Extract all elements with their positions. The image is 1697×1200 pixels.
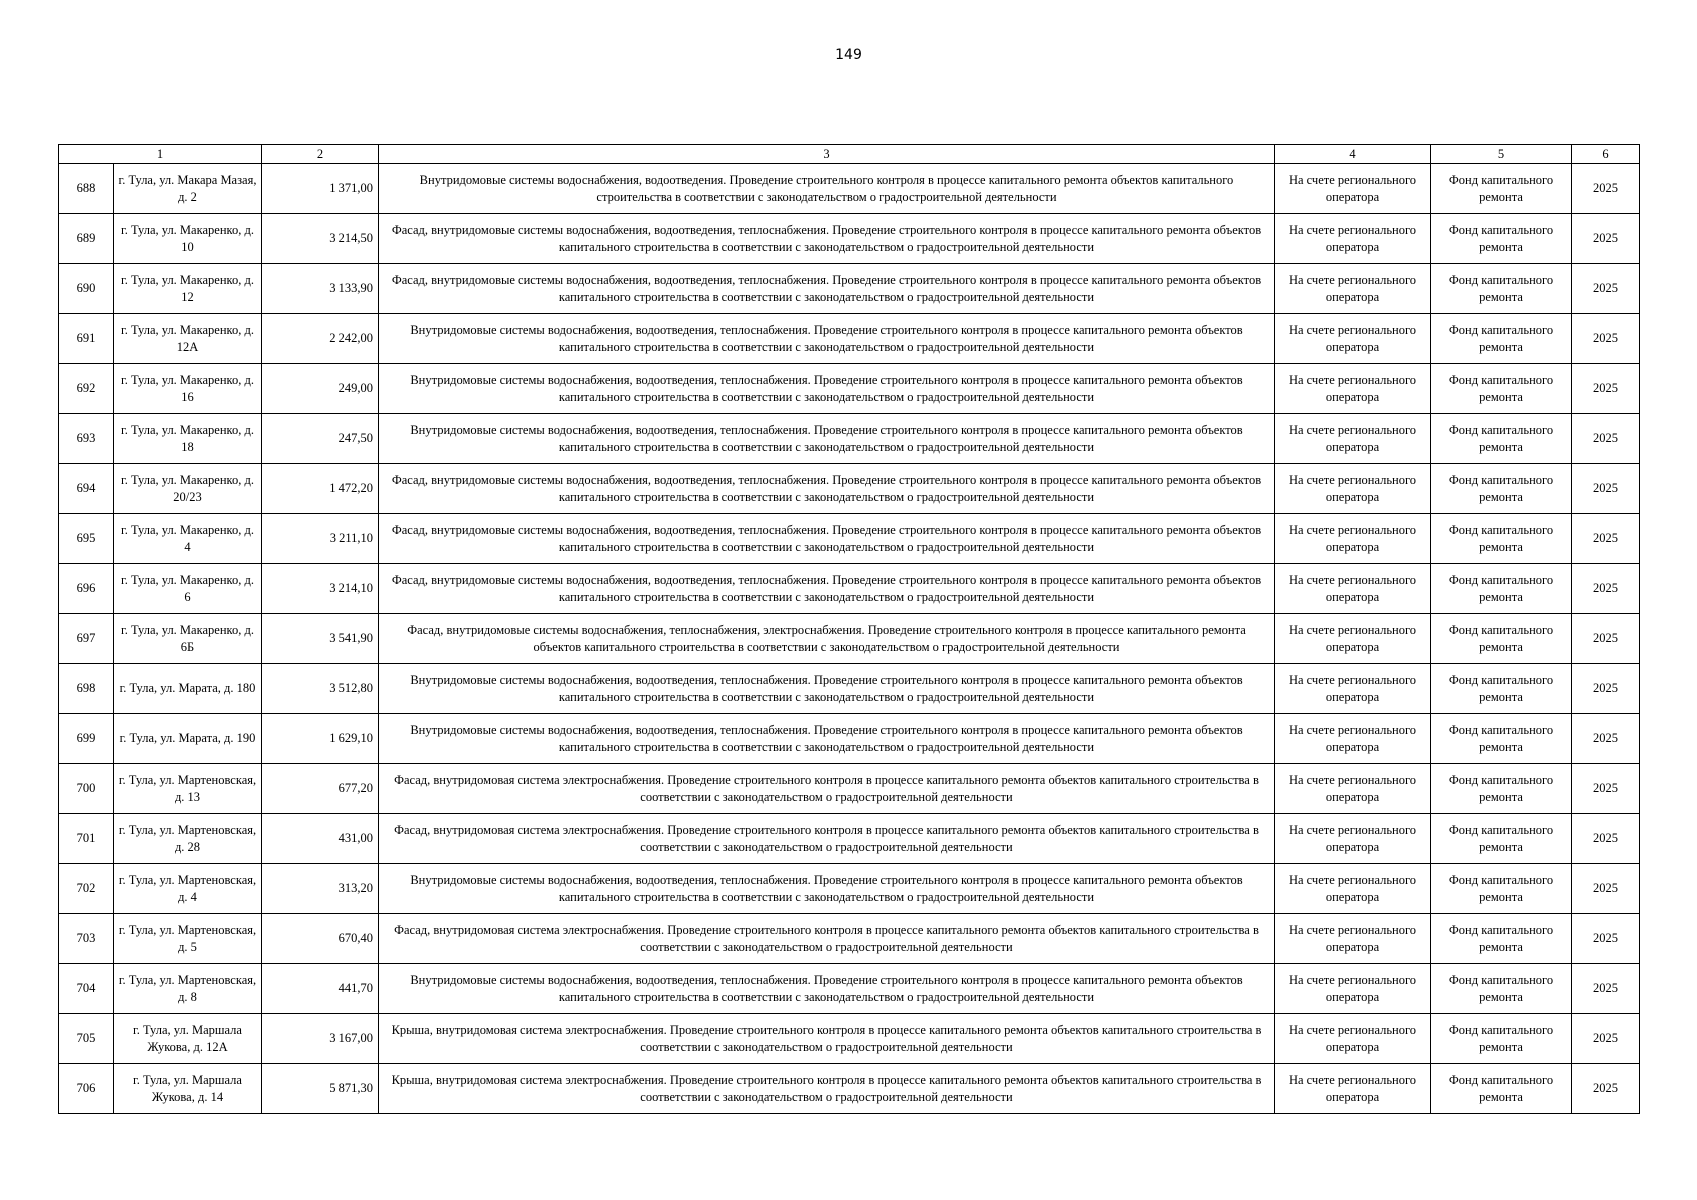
row-number: 705: [59, 1014, 114, 1064]
column-header-2: 2: [262, 145, 379, 164]
table-row: [59, 414, 1640, 464]
row-year: 2025: [1572, 1064, 1640, 1114]
row-address: г. Тула, ул. Макаренко, д. 12: [114, 264, 262, 314]
row-description: Крыша, внутридомовая система электроснабжения. Проведение строительного контроля в процессе капитального ремонта объектов капитального строительства в соответствии с законодательством о градостроительной деятельности: [379, 1064, 1275, 1114]
row-funding-source: На счете регионального оператора: [1275, 964, 1431, 1014]
column-header-6: 6: [1572, 145, 1640, 164]
row-address: г. Тула, ул. Мартеновская, д. 4: [114, 864, 262, 914]
row-fund: Фонд капитального ремонта: [1431, 364, 1572, 414]
row-cost: 3 214,50: [262, 214, 379, 264]
row-fund: Фонд капитального ремонта: [1431, 614, 1572, 664]
row-number: 688: [59, 164, 114, 214]
row-funding-source: На счете регионального оператора: [1275, 314, 1431, 364]
row-number: 694: [59, 464, 114, 514]
row-number: 703: [59, 914, 114, 964]
table-row: [59, 514, 1640, 564]
table-row: [59, 564, 1640, 614]
row-address: г. Тула, ул. Макаренко, д. 4: [114, 514, 262, 564]
row-funding-source: На счете регионального оператора: [1275, 614, 1431, 664]
row-funding-source: На счете регионального оператора: [1275, 464, 1431, 514]
row-cost: 3 512,80: [262, 664, 379, 714]
table-row: [59, 1014, 1640, 1064]
row-description: Фасад, внутридомовые системы водоснабжения, водоотведения, теплоснабжения. Проведение строительного контроля в процессе капитального ремонта объектов капитального строительства в соответствии с законодательством о градостроительной деятельности: [379, 464, 1275, 514]
row-funding-source: На счете регионального оператора: [1275, 264, 1431, 314]
row-number: 700: [59, 764, 114, 814]
row-cost: 1 371,00: [262, 164, 379, 214]
table-row: [59, 814, 1640, 864]
row-cost: 247,50: [262, 414, 379, 464]
row-cost: 3 133,90: [262, 264, 379, 314]
table-row: [59, 314, 1640, 364]
row-fund: Фонд капитального ремонта: [1431, 564, 1572, 614]
column-header-3: 3: [379, 145, 1275, 164]
row-cost: 3 214,10: [262, 564, 379, 614]
row-funding-source: На счете регионального оператора: [1275, 714, 1431, 764]
row-number: 695: [59, 514, 114, 564]
row-description: Внутридомовые системы водоснабжения, водоотведения, теплоснабжения. Проведение строительного контроля в процессе капитального ремонта объектов капитального строительства в соответствии с законодательством о градостроительной деятельности: [379, 714, 1275, 764]
row-fund: Фонд капитального ремонта: [1431, 964, 1572, 1014]
table-row: [59, 764, 1640, 814]
row-number: 704: [59, 964, 114, 1014]
table-row: [59, 714, 1640, 764]
table-row: [59, 364, 1640, 414]
table-row: [59, 464, 1640, 514]
row-address: г. Тула, ул. Макаренко, д. 10: [114, 214, 262, 264]
row-description: Фасад, внутридомовые системы водоснабжения, водоотведения, теплоснабжения. Проведение строительного контроля в процессе капитального ремонта объектов капитального строительства в соответствии с законодательством о градостроительной деятельности: [379, 514, 1275, 564]
column-header-4: 4: [1275, 145, 1431, 164]
row-cost: 3 211,10: [262, 514, 379, 564]
row-funding-source: На счете регионального оператора: [1275, 814, 1431, 864]
row-cost: 249,00: [262, 364, 379, 414]
row-fund: Фонд капитального ремонта: [1431, 864, 1572, 914]
row-year: 2025: [1572, 814, 1640, 864]
row-number: 696: [59, 564, 114, 614]
row-fund: Фонд капитального ремонта: [1431, 664, 1572, 714]
row-year: 2025: [1572, 1014, 1640, 1064]
row-description: Фасад, внутридомовые системы водоснабжения, теплоснабжения, электроснабжения. Проведение строительного контроля в процессе капитального ремонта объектов капитального строительства в соответствии с законодательством о градостроительной деятельности: [379, 614, 1275, 664]
row-description: Внутридомовые системы водоснабжения, водоотведения. Проведение строительного контроля в процессе капитального ремонта объектов капитального строительства в соответствии с законодательством о градостроительной деятельности: [379, 164, 1275, 214]
row-number: 689: [59, 214, 114, 264]
table-row: [59, 214, 1640, 264]
row-year: 2025: [1572, 214, 1640, 264]
row-funding-source: На счете регионального оператора: [1275, 514, 1431, 564]
row-number: 702: [59, 864, 114, 914]
row-year: 2025: [1572, 614, 1640, 664]
row-address: г. Тула, ул. Мартеновская, д. 28: [114, 814, 262, 864]
table-row: [59, 964, 1640, 1014]
row-funding-source: На счете регионального оператора: [1275, 1014, 1431, 1064]
row-description: Внутридомовые системы водоснабжения, водоотведения, теплоснабжения. Проведение строительного контроля в процессе капитального ремонта объектов капитального строительства в соответствии с законодательством о градостроительной деятельности: [379, 414, 1275, 464]
row-address: г. Тула, ул. Макаренко, д. 6Б: [114, 614, 262, 664]
row-address: г. Тула, ул. Макаренко, д. 12А: [114, 314, 262, 364]
row-description: Внутридомовые системы водоснабжения, водоотведения, теплоснабжения. Проведение строительного контроля в процессе капитального ремонта объектов капитального строительства в соответствии с законодательством о градостроительной деятельности: [379, 664, 1275, 714]
row-address: г. Тула, ул. Маршала Жукова, д. 14: [114, 1064, 262, 1114]
row-year: 2025: [1572, 364, 1640, 414]
table-row: [59, 614, 1640, 664]
row-number: 691: [59, 314, 114, 364]
table-row: [59, 914, 1640, 964]
table-row: [59, 864, 1640, 914]
page-number: 149: [835, 47, 862, 63]
row-funding-source: На счете регионального оператора: [1275, 1064, 1431, 1114]
table-row: [59, 664, 1640, 714]
row-cost: 670,40: [262, 914, 379, 964]
row-funding-source: На счете регионального оператора: [1275, 414, 1431, 464]
row-year: 2025: [1572, 664, 1640, 714]
row-funding-source: На счете регионального оператора: [1275, 164, 1431, 214]
row-address: г. Тула, ул. Макаренко, д. 16: [114, 364, 262, 414]
row-description: Внутридомовые системы водоснабжения, водоотведения, теплоснабжения. Проведение строительного контроля в процессе капитального ремонта объектов капитального строительства в соответствии с законодательством о градостроительной деятельности: [379, 364, 1275, 414]
row-description: Фасад, внутридомовая система электроснабжения. Проведение строительного контроля в процессе капитального ремонта объектов капитального строительства в соответствии с законодательством о градостроительной деятельности: [379, 914, 1275, 964]
row-funding-source: На счете регионального оператора: [1275, 914, 1431, 964]
row-fund: Фонд капитального ремонта: [1431, 714, 1572, 764]
row-fund: Фонд капитального ремонта: [1431, 264, 1572, 314]
row-year: 2025: [1572, 264, 1640, 314]
row-number: 697: [59, 614, 114, 664]
row-cost: 1 629,10: [262, 714, 379, 764]
row-year: 2025: [1572, 764, 1640, 814]
row-description: Внутридомовые системы водоснабжения, водоотведения, теплоснабжения. Проведение строительного контроля в процессе капитального ремонта объектов капитального строительства в соответствии с законодательством о градостроительной деятельности: [379, 314, 1275, 364]
row-number: 692: [59, 364, 114, 414]
row-address: г. Тула, ул. Маршала Жукова, д. 12А: [114, 1014, 262, 1064]
row-funding-source: На счете регионального оператора: [1275, 214, 1431, 264]
row-cost: 3 167,00: [262, 1014, 379, 1064]
row-fund: Фонд капитального ремонта: [1431, 764, 1572, 814]
row-year: 2025: [1572, 914, 1640, 964]
row-fund: Фонд капитального ремонта: [1431, 514, 1572, 564]
row-address: г. Тула, ул. Мартеновская, д. 8: [114, 964, 262, 1014]
row-fund: Фонд капитального ремонта: [1431, 1014, 1572, 1064]
row-fund: Фонд капитального ремонта: [1431, 1064, 1572, 1114]
row-year: 2025: [1572, 314, 1640, 364]
row-cost: 431,00: [262, 814, 379, 864]
row-cost: 441,70: [262, 964, 379, 1014]
row-description: Фасад, внутридомовые системы водоснабжения, водоотведения, теплоснабжения. Проведение строительного контроля в процессе капитального ремонта объектов капитального строительства в соответствии с законодательством о градостроительной деятельности: [379, 264, 1275, 314]
row-number: 690: [59, 264, 114, 314]
row-description: Фасад, внутридомовая система электроснабжения. Проведение строительного контроля в процессе капитального ремонта объектов капитального строительства в соответствии с законодательством о градостроительной деятельности: [379, 764, 1275, 814]
row-address: г. Тула, ул. Макаренко, д. 18: [114, 414, 262, 464]
row-cost: 3 541,90: [262, 614, 379, 664]
column-header-5: 5: [1431, 145, 1572, 164]
row-description: Фасад, внутридомовые системы водоснабжения, водоотведения, теплоснабжения. Проведение строительного контроля в процессе капитального ремонта объектов капитального строительства в соответствии с законодательством о градостроительной деятельности: [379, 214, 1275, 264]
row-funding-source: На счете регионального оператора: [1275, 564, 1431, 614]
row-address: г. Тула, ул. Мартеновская, д. 5: [114, 914, 262, 964]
row-funding-source: На счете регионального оператора: [1275, 764, 1431, 814]
row-year: 2025: [1572, 464, 1640, 514]
row-description: Крыша, внутридомовая система электроснабжения. Проведение строительного контроля в процессе капитального ремонта объектов капитального строительства в соответствии с законодательством о градостроительной деятельности: [379, 1014, 1275, 1064]
row-cost: 2 242,00: [262, 314, 379, 364]
row-address: г. Тула, ул. Макаренко, д. 20/23: [114, 464, 262, 514]
row-description: Фасад, внутридомовые системы водоснабжения, водоотведения, теплоснабжения. Проведение строительного контроля в процессе капитального ремонта объектов капитального строительства в соответствии с законодательством о градостроительной деятельности: [379, 564, 1275, 614]
column-header-1: 1: [59, 145, 262, 164]
row-fund: Фонд капитального ремонта: [1431, 914, 1572, 964]
row-number: 701: [59, 814, 114, 864]
row-cost: 313,20: [262, 864, 379, 914]
row-number: 693: [59, 414, 114, 464]
row-cost: 5 871,30: [262, 1064, 379, 1114]
row-fund: Фонд капитального ремонта: [1431, 414, 1572, 464]
row-year: 2025: [1572, 164, 1640, 214]
row-number: 706: [59, 1064, 114, 1114]
row-year: 2025: [1572, 964, 1640, 1014]
row-funding-source: На счете регионального оператора: [1275, 664, 1431, 714]
row-description: Внутридомовые системы водоснабжения, водоотведения, теплоснабжения. Проведение строительного контроля в процессе капитального ремонта объектов капитального строительства в соответствии с законодательством о градостроительной деятельности: [379, 964, 1275, 1014]
row-year: 2025: [1572, 514, 1640, 564]
row-number: 699: [59, 714, 114, 764]
row-fund: Фонд капитального ремонта: [1431, 464, 1572, 514]
table-row: [59, 1064, 1640, 1114]
row-funding-source: На счете регионального оператора: [1275, 864, 1431, 914]
row-funding-source: На счете регионального оператора: [1275, 364, 1431, 414]
table-row: [59, 164, 1640, 214]
row-year: 2025: [1572, 864, 1640, 914]
row-address: г. Тула, ул. Макара Мазая, д. 2: [114, 164, 262, 214]
row-address: г. Тула, ул. Макаренко, д. 6: [114, 564, 262, 614]
repair-plan-table: [58, 144, 1640, 1114]
table-row: [59, 264, 1640, 314]
column-number-row: [59, 145, 1640, 164]
row-fund: Фонд капитального ремонта: [1431, 164, 1572, 214]
row-year: 2025: [1572, 564, 1640, 614]
row-description: Внутридомовые системы водоснабжения, водоотведения, теплоснабжения. Проведение строительного контроля в процессе капитального ремонта объектов капитального строительства в соответствии с законодательством о градостроительной деятельности: [379, 864, 1275, 914]
row-fund: Фонд капитального ремонта: [1431, 214, 1572, 264]
row-description: Фасад, внутридомовая система электроснабжения. Проведение строительного контроля в процессе капитального ремонта объектов капитального строительства в соответствии с законодательством о градостроительной деятельности: [379, 814, 1275, 864]
row-year: 2025: [1572, 414, 1640, 464]
row-fund: Фонд капитального ремонта: [1431, 314, 1572, 364]
row-number: 698: [59, 664, 114, 714]
row-address: г. Тула, ул. Марата, д. 180: [114, 664, 262, 714]
row-address: г. Тула, ул. Марата, д. 190: [114, 714, 262, 764]
row-cost: 1 472,20: [262, 464, 379, 514]
row-year: 2025: [1572, 714, 1640, 764]
row-address: г. Тула, ул. Мартеновская, д. 13: [114, 764, 262, 814]
row-fund: Фонд капитального ремонта: [1431, 814, 1572, 864]
row-cost: 677,20: [262, 764, 379, 814]
